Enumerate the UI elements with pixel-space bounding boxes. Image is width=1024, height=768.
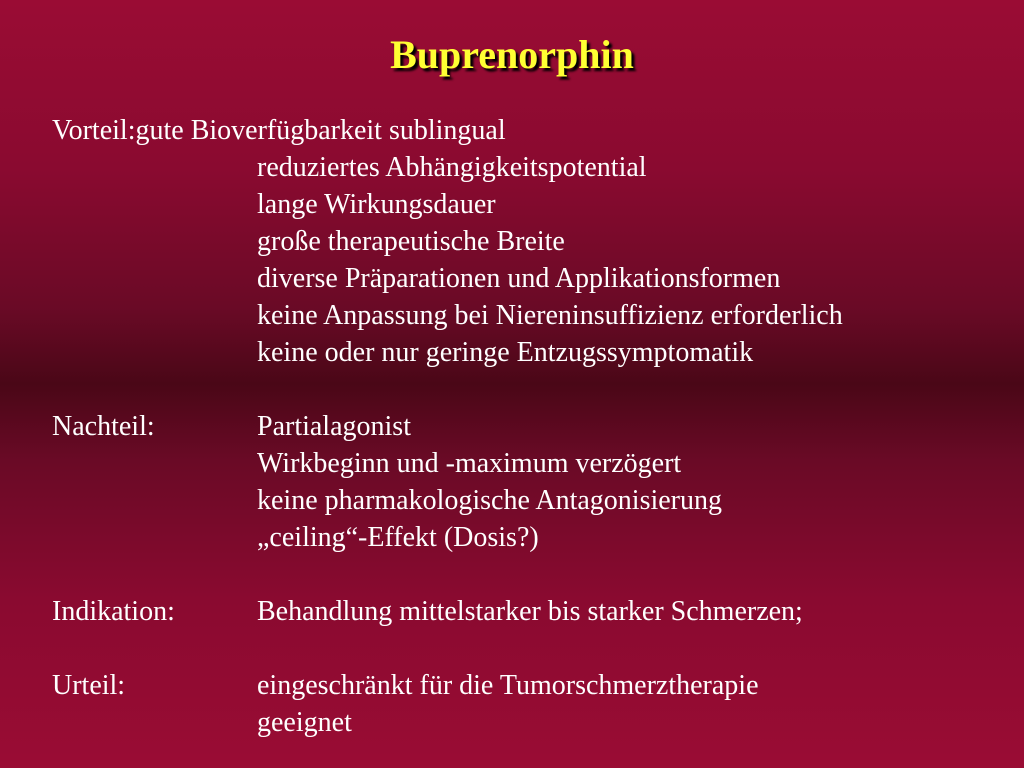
vorteil-item: große therapeutische Breite [257, 226, 565, 257]
vorteil-item: gute Bioverfügbarkeit sublingual [135, 115, 506, 146]
vorteil-row [52, 334, 1012, 371]
urteil-label: Urteil: [52, 670, 126, 701]
urteil-item: geeignet [257, 707, 352, 738]
spacer [52, 371, 1012, 408]
vorteil-row [52, 297, 1012, 334]
nachteil-row [52, 408, 1012, 445]
vorteil-row [52, 260, 1012, 297]
nachteil-item: „ceiling“-Effekt (Dosis?) [257, 522, 539, 553]
nachteil-row [52, 519, 1012, 556]
nachteil-item: keine pharmakologische Antagonisierung [257, 485, 722, 516]
nachteil-item: Wirkbeginn und -maximum verzögert [257, 448, 682, 479]
nachteil-item: Partialagonist [257, 411, 411, 442]
slide-title: Buprenorphin [390, 32, 634, 77]
vorteil-item: lange Wirkungsdauer [257, 189, 496, 220]
vorteil-item: keine Anpassung bei Niereninsuffizienz erforderlich [257, 300, 843, 331]
vorteil-row [52, 223, 1012, 260]
indikation-row [52, 593, 1012, 630]
nachteil-label: Nachteil: [52, 411, 155, 442]
indikation-section [52, 593, 1012, 630]
nachteil-row [52, 445, 1012, 482]
vorteil-label: Vorteil: [52, 115, 136, 146]
slide-content [52, 112, 1012, 741]
vorteil-item: keine oder nur geringe Entzugssymptomatik [257, 337, 754, 368]
vorteil-row [52, 149, 1012, 186]
nachteil-row [52, 482, 1012, 519]
vorteil-section [52, 112, 1012, 371]
urteil-row [52, 667, 1012, 704]
vorteil-row [52, 186, 1012, 223]
vorteil-row [52, 112, 1012, 149]
vorteil-item: reduziertes Abhängigkeitspotential [257, 152, 647, 183]
nachteil-section [52, 408, 1012, 556]
vorteil-item: diverse Präparationen und Applikationsformen [257, 263, 781, 294]
indikation-label: Indikation: [52, 596, 175, 627]
spacer [52, 556, 1012, 593]
spacer [52, 630, 1012, 667]
indikation-item: Behandlung mittelstarker bis starker Schmerzen; [257, 596, 803, 627]
urteil-section [52, 667, 1012, 741]
urteil-row [52, 704, 1012, 741]
urteil-item: eingeschränkt für die Tumorschmerztherapie [257, 670, 759, 701]
